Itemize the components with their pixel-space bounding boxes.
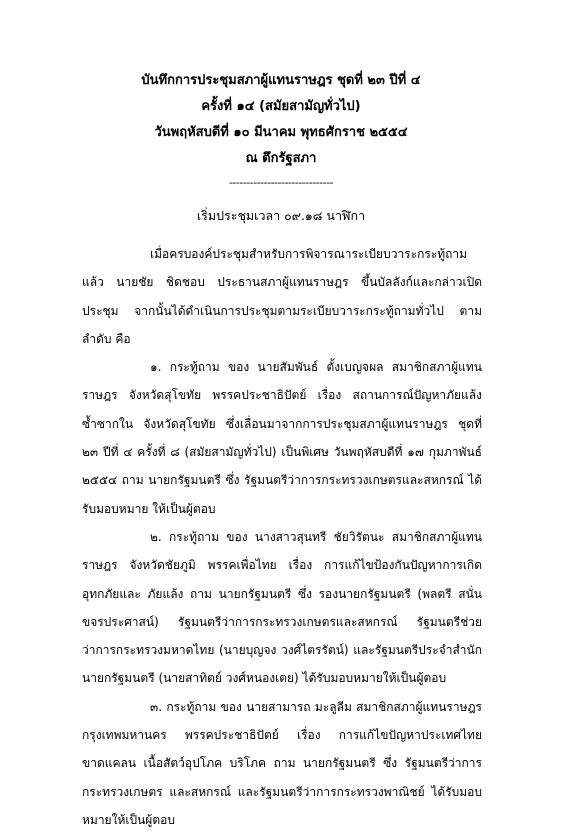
header-line-2: ครั้งที่ ๑๔ (สมัยสามัญทั่วไป) bbox=[201, 99, 361, 114]
document-body bbox=[82, 240, 482, 834]
paragraph-item-2: ๒. กระทู้ถาม ของ นางสาวสุนทรี ชัยวิรัตนะ สมาชิกสภาผู้แทนราษฎร จังหวัดชัยภูมิ พรรคเพื่อไทย เรื่อง การแก้ไขป้องกันปัญหาการเกิดอุทกภัยและ ภัยแล้ง ถาม นายกรัฐมนตรี ซึ่ง รองนายกรัฐมนตรี (พลตรี สนั่น ขจรประศาสน์) รัฐมนตรีว่าการกระทรวงเกษตรและสหกรณ์ รัฐมนตรีช่วยว่าการกระทรวงมหาดไทย (นายบุญจง วงศ์ไตรรัตน์) และรัฐมนตรีประจำสำนักนายกรัฐมนตรี (นายสาทิตย์ วงศ์หนองเตย) ได้รับมอบหมายให้เป็นผู้ตอบ bbox=[82, 529, 482, 686]
separator-line: ------------------------------ bbox=[228, 176, 334, 189]
header-line-4: ณ ตึกรัฐสภา bbox=[245, 151, 317, 166]
document-header bbox=[0, 68, 562, 172]
paragraph-item-3: ๓. กระทู้ถาม ของ นายสามารถ มะลูลีม สมาชิกสภาผู้แทนราษฎร กรุงเทพมหานคร พรรคประชาธิปัตย์ เรื่อง การแก้ไขปัญหาประเทศไทยขาดแคลน เนื้อสัตว์อุปโภค บริโภค ถาม นายกรัฐมนตรี ซึ่ง รัฐมนตรีว่าการกระทรวงเกษตร และสหกรณ์ และรัฐมนตรีว่าการกระทรวงพาณิชย์ ได้รับมอบหมายให้เป็นผู้ตอบ bbox=[82, 699, 482, 827]
paragraph-intro: เมื่อครบองค์ประชุมสำหรับการพิจารณาระเบียบวาระกระทู้ถามแล้ว นายชัย ชิดชอบ ประธานสภาผู้แทนราษฎร ขึ้นบัลลังก์และกล่าวเปิดประชุม จากนั้นได้ดำเนินการประชุมตามระเบียบวาระกระทู้ถามทั่วไป ตามลำดับ คือ bbox=[82, 247, 482, 346]
header-line-1: บันทึกการประชุมสภาผู้แทนราษฎร ชุดที่ ๒๓ ปีที่ ๔ bbox=[141, 73, 421, 88]
header-line-3: วันพฤหัสบดีที่ ๑๐ มีนาคม พุทธศักราช ๒๕๕๔ bbox=[154, 125, 408, 140]
paragraph-item-1: ๑. กระทู้ถาม ของ นายสัมพันธ์ ตั้งเบญจผล สมาชิกสภาผู้แทนราษฎร จังหวัดสุโขทัย พรรคประชาธิปัตย์ เรื่อง สถานการณ์ปัญหาภัยแล้งซ้ำซากใน จังหวัดสุโขทัย ซึ่งเลื่อนมาจากการประชุมสภาผู้แทนราษฎร ชุดที่ ๒๓ ปีที่ ๔ ครั้งที่ ๘ (สมัยสามัญทั่วไป) เป็นพิเศษ วันพฤหัสบดีที่ ๑๗ กุมภาพันธ์ ๒๕๕๔ ถาม นายกรัฐมนตรี ซึ่ง รัฐมนตรีว่าการกระทรวงเกษตรและสหกรณ์ ได้รับมอบหมาย ให้เป็นผู้ตอบ bbox=[82, 360, 482, 516]
start-time: เริ่มประชุมเวลา ๐๙.๑๘ นาฬิกา bbox=[196, 208, 366, 223]
